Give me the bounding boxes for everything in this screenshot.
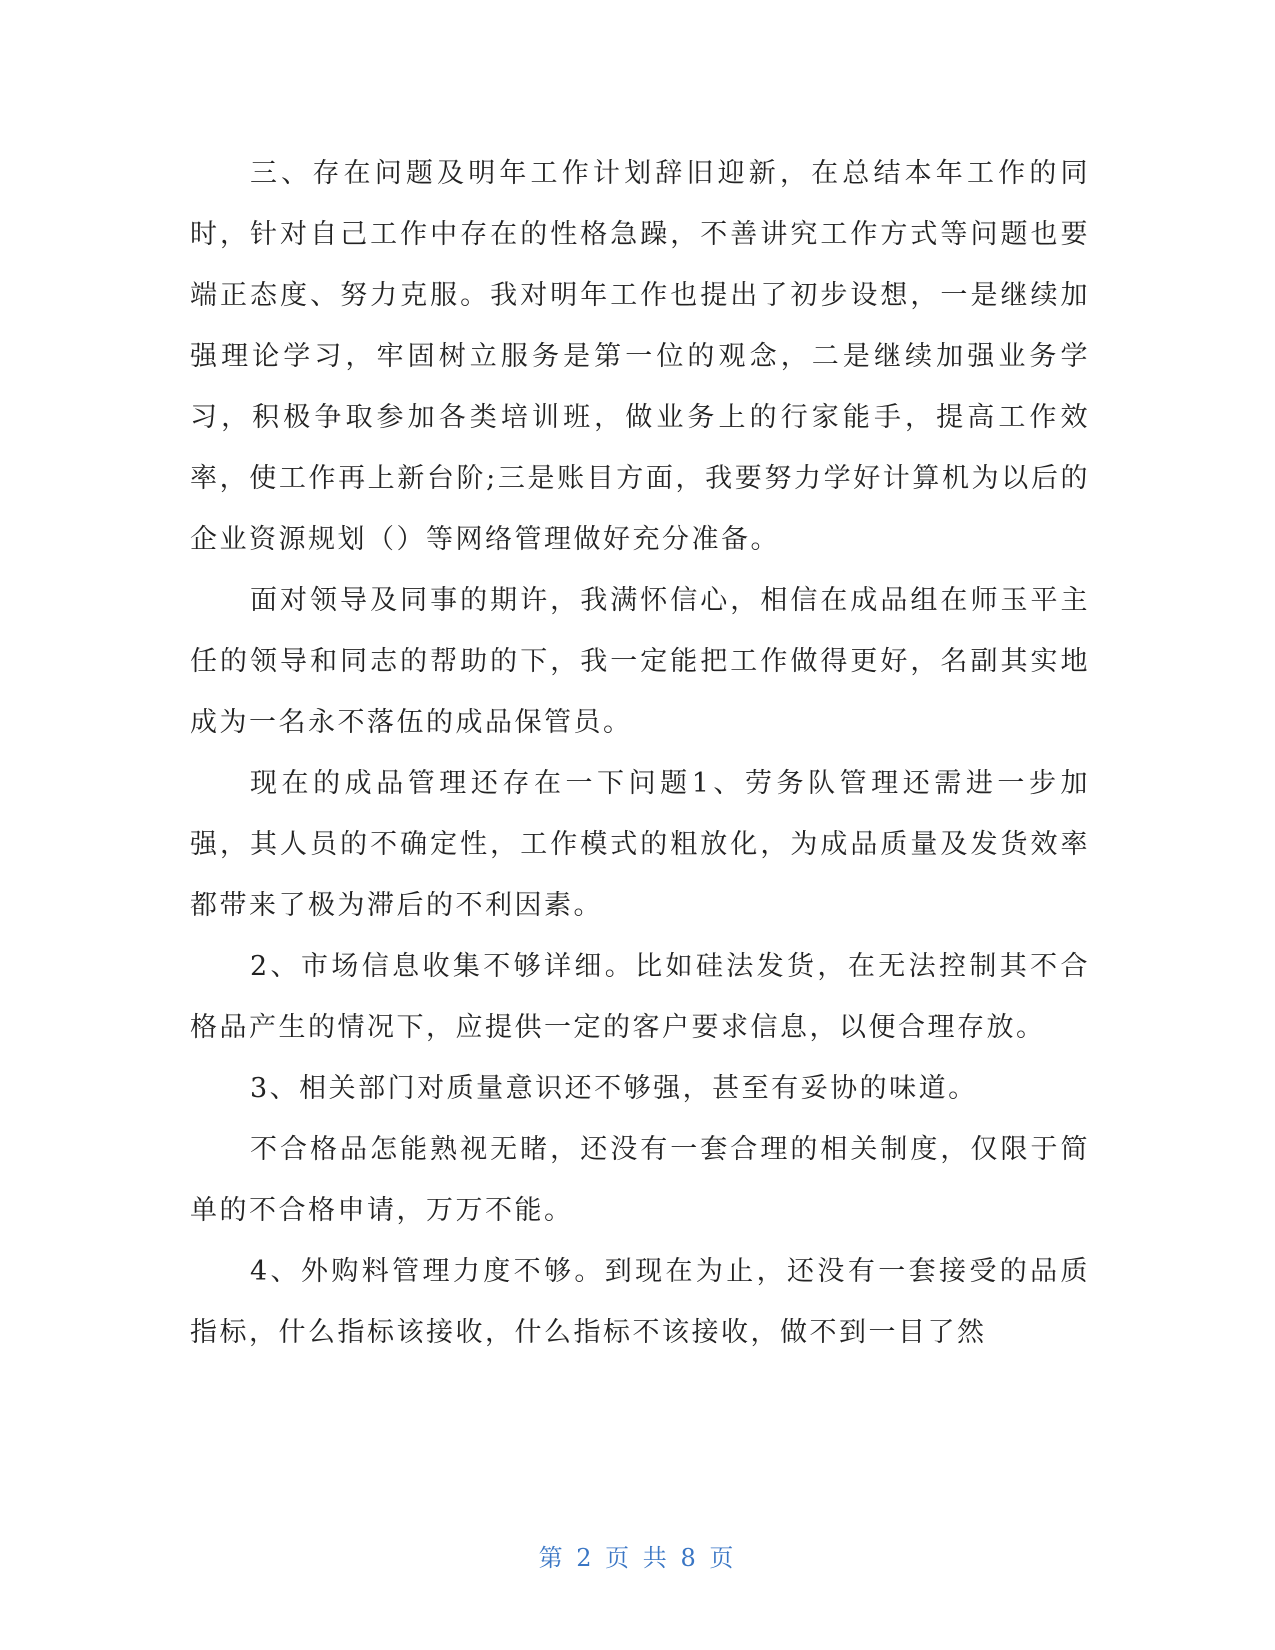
paragraph-problem-3: 3、相关部门对质量意识还不够强，甚至有妥协的味道。 [250,1073,978,1104]
page-number-footer: 第 2 页 共 8 页 [538,1544,737,1572]
paragraph-problem-2: 2、市场信息收集不够详细。比如硅法发货，在无法控制其不合格品产生的情况下，应提供一定的客户要求信息，以便合理存放。 [190,951,1090,1043]
paragraph-problem-4: 4、外购料管理力度不够。到现在为止，还没有一套接受的品质指标，什么指标该接收，什么指标不该接收，做不到一目了然 [190,1256,1090,1348]
paragraph-confidence: 面对领导及同事的期许，我满怀信心，相信在成品组在师玉平主任的领导和同志的帮助的下，我一定能把工作做得更好，名副其实地成为一名永不落伍的成品保管员。 [190,585,1090,738]
paragraph-problem-1: 现在的成品管理还存在一下问题1、劳务队管理还需进一步加强，其人员的不确定性，工作模式的粗放化，为成品质量及发货效率都带来了极为滞后的不利因素。 [190,768,1090,921]
paragraph-plan: 三、存在问题及明年工作计划辞旧迎新，在总结本年工作的同时，针对自己工作中存在的性格急躁，不善讲究工作方式等问题也要端正态度、努力克服。我对明年工作也提出了初步设想，一是继续加强理论学习，牢固树立服务是第一位的观念，二是继续加强业务学习，积极争取参加各类培训班，做业务上的行家能手，提高工作效率，使工作再上新台阶;三是账目方面，我要努力学好计算机为以后的企业资源规划（）等网络管理做好充分准备。 [190,158,1090,555]
document-body [190,143,1090,1363]
paragraph-nonconforming: 不合格品怎能熟视无睹，还没有一套合理的相关制度，仅限于简单的不合格申请，万万不能。 [190,1134,1090,1226]
